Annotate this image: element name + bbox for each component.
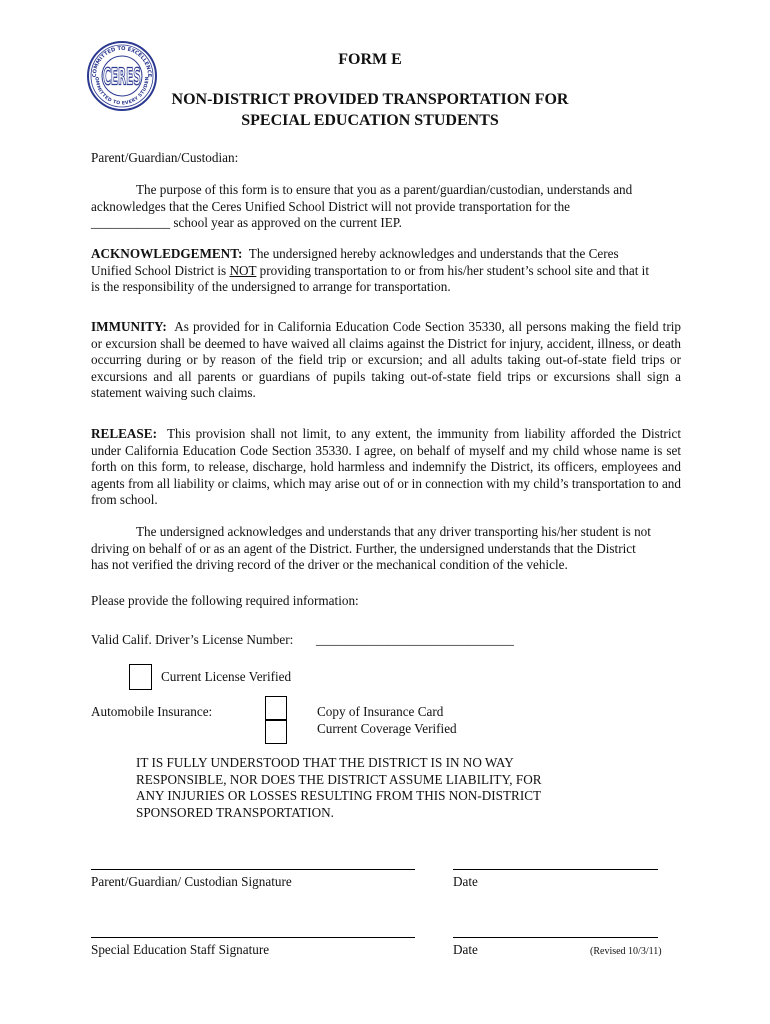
disclaimer — [136, 755, 596, 821]
license-verified-label: Current License Verified — [161, 669, 292, 684]
license-label: Valid Calif. Driver’s License Number: — [91, 632, 294, 647]
release-paragraph — [91, 426, 681, 509]
coverage-verified-label: Current Coverage Verified — [317, 721, 457, 736]
acknowledgement-text-b: Unified School District is — [91, 262, 227, 278]
salutation: Parent/Guardian/Custodian: — [91, 150, 239, 165]
immunity-text: As provided for in California Education Code Section 35330, all persons making the field trip or excursion shall be deemed to have waived all claims against the District for injury, accident, illness, or death occurring during or by reason of the field trip or excursion; and all adults taking out-of-state field trips or excursions and all parents or guardians of pupils taking out-of-state field trips or excursions shall sign a statement waiving such claims. — [91, 319, 681, 401]
form-title-line2: SPECIAL EDUCATION STUDENTS — [241, 112, 499, 129]
release-heading: RELEASE: — [91, 426, 157, 441]
driver-notice-line2: driving on behalf of or as an agent of the District. Further, the undersigned understands that the District — [91, 540, 636, 556]
license-number-field[interactable]: ______________________________ — [316, 632, 514, 647]
purpose-paragraph — [91, 182, 681, 232]
insurance-card-checkbox[interactable] — [265, 696, 287, 720]
acknowledgement-heading: ACKNOWLEDGEMENT: — [91, 246, 243, 261]
driver-notice-line3: has not verified the driving record of the driver or the mechanical condition of the vehicle. — [91, 557, 568, 573]
license-verified-checkbox[interactable] — [129, 664, 152, 690]
coverage-verified-checkbox[interactable] — [265, 720, 287, 744]
form-title-line1: NON-DISTRICT PROVIDED TRANSPORTATION FOR — [171, 91, 569, 108]
staff-signature-label: Special Education Staff Signature — [91, 942, 270, 957]
disclaimer-line2: RESPONSIBLE, NOR DOES THE DISTRICT ASSUME LIABILITY, FOR — [136, 771, 542, 787]
svg-text:COMMITTED TO EXCELLENCE: COMMITTED TO EXCELLENCE — [91, 45, 153, 78]
driver-notice-paragraph — [91, 524, 681, 574]
required-info-label: Please provide the following required information: — [91, 593, 359, 608]
immunity-paragraph — [91, 319, 681, 402]
staff-date-line[interactable] — [453, 937, 658, 938]
disclaimer-line1: IT IS FULLY UNDERSTOOD THAT THE DISTRICT IS IN NO WAY — [136, 755, 514, 770]
acknowledgement-text-a: The undersigned hereby acknowledges and understands that the Ceres — [248, 246, 619, 261]
release-text: This provision shall not limit, to any extent, the immunity from liability afforded the District under California Education Code Section 35330. I agree, on behalf of myself and my child whose name is set forth on this form, to release, discharge, hold harmless and indemnify the District, its officers, employees and agents from all liability or claims, which may arise out of or in connection with my child’s transportation to and from school. — [91, 426, 682, 508]
driver-notice-line1: The undersigned acknowledges and understands that any driver transporting his/her student is not — [136, 524, 651, 539]
acknowledgement-emphasis: NOT — [229, 262, 257, 278]
purpose-line2: acknowledges that the Ceres Unified School District will not provide transportation for the — [91, 198, 571, 214]
staff-date-label: Date — [453, 942, 478, 957]
svg-text:CERES: CERES — [103, 65, 141, 91]
acknowledgement-paragraph — [91, 246, 681, 296]
acknowledgement-text-d: is the responsibility of the undersigned to arrange for transportation. — [91, 279, 451, 295]
parent-signature-line[interactable] — [91, 869, 415, 870]
parent-date-line[interactable] — [453, 869, 658, 870]
insurance-label: Automobile Insurance: — [91, 704, 213, 719]
staff-signature-line[interactable] — [91, 937, 415, 938]
svg-text:COMMITTED TO EVERY STUDENT: OMMITTED TO EVERY STUDEN — [93, 76, 151, 107]
revised-date: (Revised 10/3/11) — [590, 946, 662, 957]
parent-signature-label: Parent/Guardian/ Custodian Signature — [91, 874, 292, 889]
disclaimer-line4: SPONSORED TRANSPORTATION. — [136, 804, 334, 820]
form-label: FORM E — [338, 51, 402, 68]
insurance-card-label: Copy of Insurance Card — [317, 704, 444, 719]
purpose-line3: ____________ school year as approved on the current IEP. — [91, 215, 402, 231]
immunity-heading: IMMUNITY: — [91, 319, 167, 334]
purpose-line1: The purpose of this form is to ensure that you as a parent/guardian/custodian, understands and — [136, 182, 633, 197]
acknowledgement-text-c: providing transportation to or from his/her student’s school site and that it — [259, 262, 649, 278]
parent-date-label: Date — [453, 874, 478, 889]
ceres-unified-seal-icon — [86, 40, 158, 112]
disclaimer-line3: ANY INJURIES OR LOSSES RESULTING FROM THIS NON-DISTRICT — [136, 788, 542, 804]
